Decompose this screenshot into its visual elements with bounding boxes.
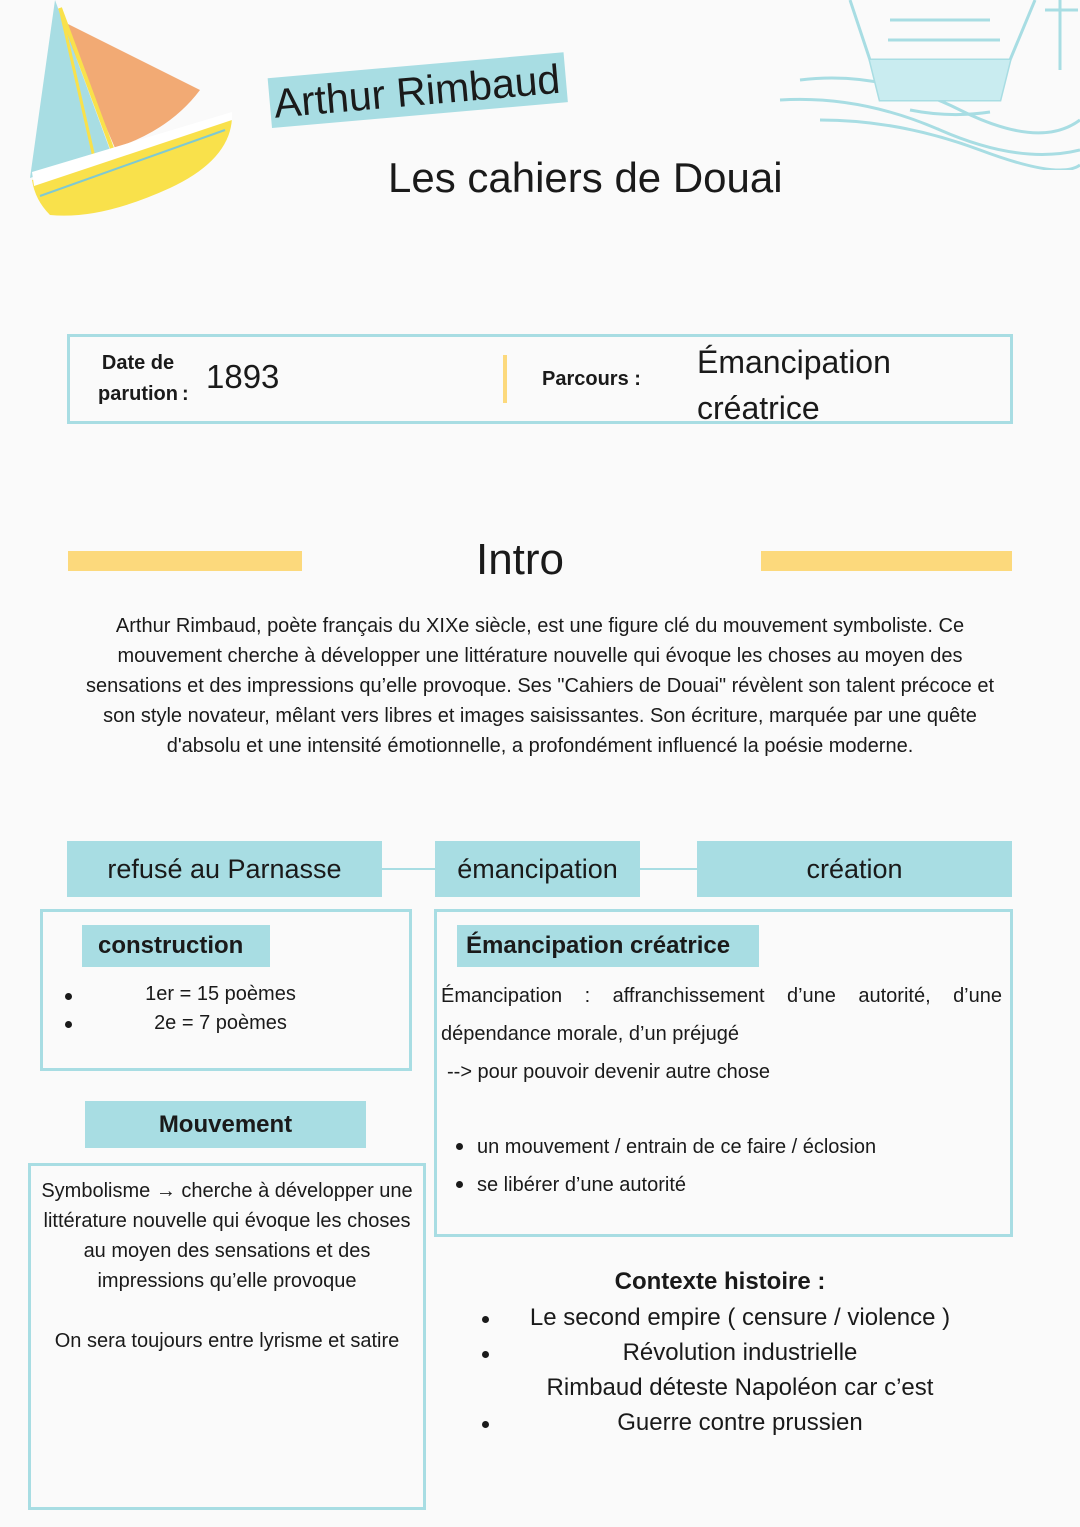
emancipation-note: --> pour pouvoir devenir autre chose	[447, 1061, 770, 1083]
author-heading-wrapper	[268, 52, 568, 128]
contexte-item: Révolution industrielle	[622, 1339, 858, 1366]
construction-box	[40, 909, 412, 1071]
sailboat-icon	[20, 0, 245, 225]
info-divider	[503, 355, 507, 403]
mouvement-heading: Mouvement	[85, 1101, 366, 1148]
tab-refuse-parnasse: refusé au Parnasse	[67, 841, 382, 897]
mouvement-text: Symbolisme → cherche à développer une littérature nouvelle qui évoque les choses au moyen des sensations et des impressions qu’elle provoque	[41, 1180, 413, 1292]
tab-connector	[640, 868, 697, 870]
mouvement-box	[28, 1163, 426, 1510]
tab-emancipation: émancipation	[435, 841, 640, 897]
ship-sketch-icon	[760, 0, 1080, 170]
emancipation-definition: Émancipation : affranchissement d’une autorité, d’une dépendance morale, d’un préjugé	[441, 985, 1002, 1045]
parcours-value: Émancipation créatrice	[697, 344, 891, 426]
construction-heading: construction	[82, 925, 270, 967]
intro-bar-left	[68, 551, 302, 571]
date-value: 1893	[206, 358, 280, 395]
contexte-title: Contexte histoire :	[614, 1268, 826, 1295]
parcours-label: Parcours :	[542, 368, 641, 390]
tab-connector	[382, 868, 435, 870]
emancipation-box	[434, 909, 1013, 1237]
contexte-item: Rimbaud déteste Napoléon car c’est	[546, 1374, 934, 1401]
bullet-icon	[456, 1143, 463, 1150]
contexte-item: Guerre contre prussien	[617, 1409, 863, 1436]
emancipation-item: un mouvement / entrain de ce faire / éclosion	[477, 1136, 877, 1158]
intro-title: Intro	[475, 535, 565, 584]
date-colon: :	[182, 383, 189, 405]
construction-item: 1er = 15 poèmes	[145, 983, 296, 1005]
author-name: Arthur Rimbaud	[268, 52, 568, 128]
contexte-item: Le second empire ( censure / violence )	[529, 1304, 951, 1331]
intro-paragraph: Arthur Rimbaud, poète français du XIXe siècle, est une figure clé du mouvement symboliste. Ce mouvement cherche à développer une littérature nouvelle qui évoque les choses au moyen des sensations et des impressions qu’elle provoque. Ses "Cahiers de Douai" révèlent son talent précoce et son style novateur, mêlant vers libres et images saisissantes. Son écriture, marquée par une quête d'absolu et une intensité émotionnelle, a profondément influencé la poésie moderne.	[85, 615, 995, 757]
emancipation-heading: Émancipation créatrice	[457, 925, 759, 967]
construction-item: 2e = 7 poèmes	[154, 1012, 287, 1034]
bullet-icon	[456, 1181, 463, 1188]
tab-creation: création	[697, 841, 1012, 897]
work-title: Les cahiers de Douai	[388, 154, 783, 201]
info-box	[67, 334, 1013, 424]
intro-bar-right	[761, 551, 1012, 571]
date-label: Date de parution	[98, 352, 178, 405]
mouvement-note: On sera toujours entre lyrisme et satire	[54, 1330, 400, 1352]
emancipation-item: se libérer d’une autorité	[477, 1174, 687, 1196]
